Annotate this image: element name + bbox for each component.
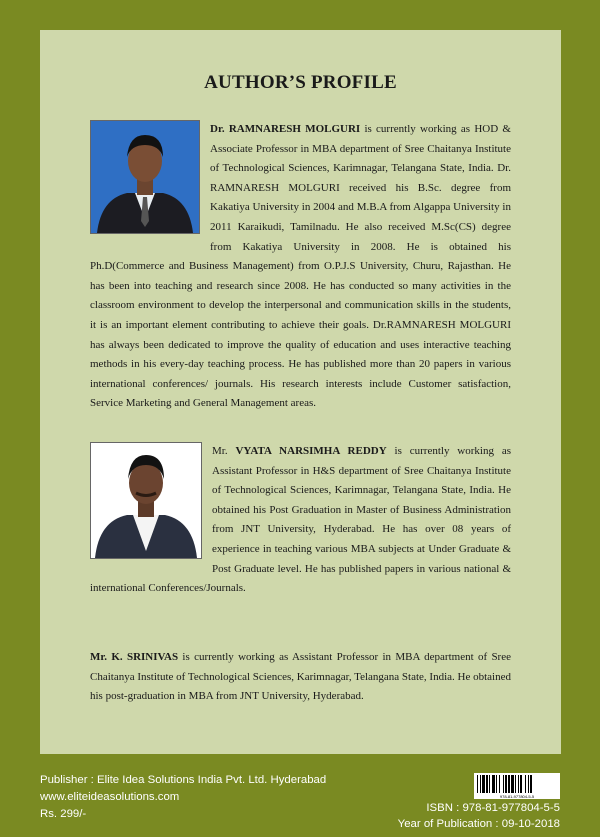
author-profile-2 — [90, 442, 511, 599]
isbn-barcode — [474, 773, 560, 799]
back-cover-panel — [40, 30, 561, 754]
author-photo-2 — [90, 442, 202, 559]
barcode-number: 978-81-977804-5-5 — [499, 794, 535, 799]
author-prefix: Mr. — [212, 445, 236, 457]
isbn: ISBN : 978-81-977804-5-5 — [426, 802, 560, 814]
book-price: Rs. 299/- — [40, 808, 87, 820]
publisher-info — [40, 772, 326, 823]
publication-year: Year of Publication : 09-10-2018 — [397, 818, 560, 830]
author-bio: is currently working as HOD & Associate Professor in MBA department of Sree Chaitanya Institute of Technological Sciences, Karimnagar, Telangana State, India. Dr. RAMNARESH MOLGURI received his B.Sc. degree from Kakatiya University in 2004 and M.B.A from Algappa University in 2011 Karaikudi, Tamilnadu. He also received M.Sc(CS) degree from Kakatiya University in 2008. He is obtained his Ph.D(Commerce and Business Management) from O.P.J.S University, Churu, Rajasthan. He has been into teaching and research since 2008. He has conducted so many activities in the classroom environment to develop the interpersonal and communication skills in the students, it is an important element contributing to achieve their goals. Dr.RAMNARESH MOLGURI has always been dedicated to improve the quality of education and uses interactive teaching methods in his every-day teaching process. He has published more than 20 papers in various international conferences/ journals. His research interests include Customer satisfaction, Service Marketing and General Management areas. — [90, 123, 511, 410]
publisher-website: www.eliteideasolutions.com — [40, 791, 180, 803]
author-profile-1 — [90, 120, 511, 414]
author-bio: is currently working as Assistant Professor in MBA department of Sree Chaitanya Institute of Technological Sciences, Karimnagar, Telangana State, India. He obtained his post-graduation in MBA from JNT University, Hyderabad. — [90, 651, 511, 703]
publisher-name: Publisher : Elite Idea Solutions India Pvt. Ltd. Hyderabad — [40, 774, 327, 786]
page-title: AUTHOR’S PROFILE — [204, 72, 397, 93]
author-profile-3 — [90, 648, 511, 707]
author-name: VYATA NARSIMHA REDDY — [235, 445, 387, 457]
author-bio: is currently working as Assistant Professor in H&S department of Sree Chaitanya Institute of Technological Sciences, Karimnagar, Telangana State, India. He obtained his Post Graduation in Master of Business Administration from JNT University, Hyderabad. He has over 08 years of experience in teaching various MBA subjects at Under Graduate & Post Graduate level. He has published papers in various national & international Conferences/Journals. — [90, 445, 511, 595]
author-name: Mr. K. SRINIVAS — [90, 651, 179, 663]
author-photo-1 — [90, 120, 200, 234]
isbn-info — [398, 800, 560, 832]
author-name: Dr. RAMNARESH MOLGURI — [210, 123, 361, 135]
